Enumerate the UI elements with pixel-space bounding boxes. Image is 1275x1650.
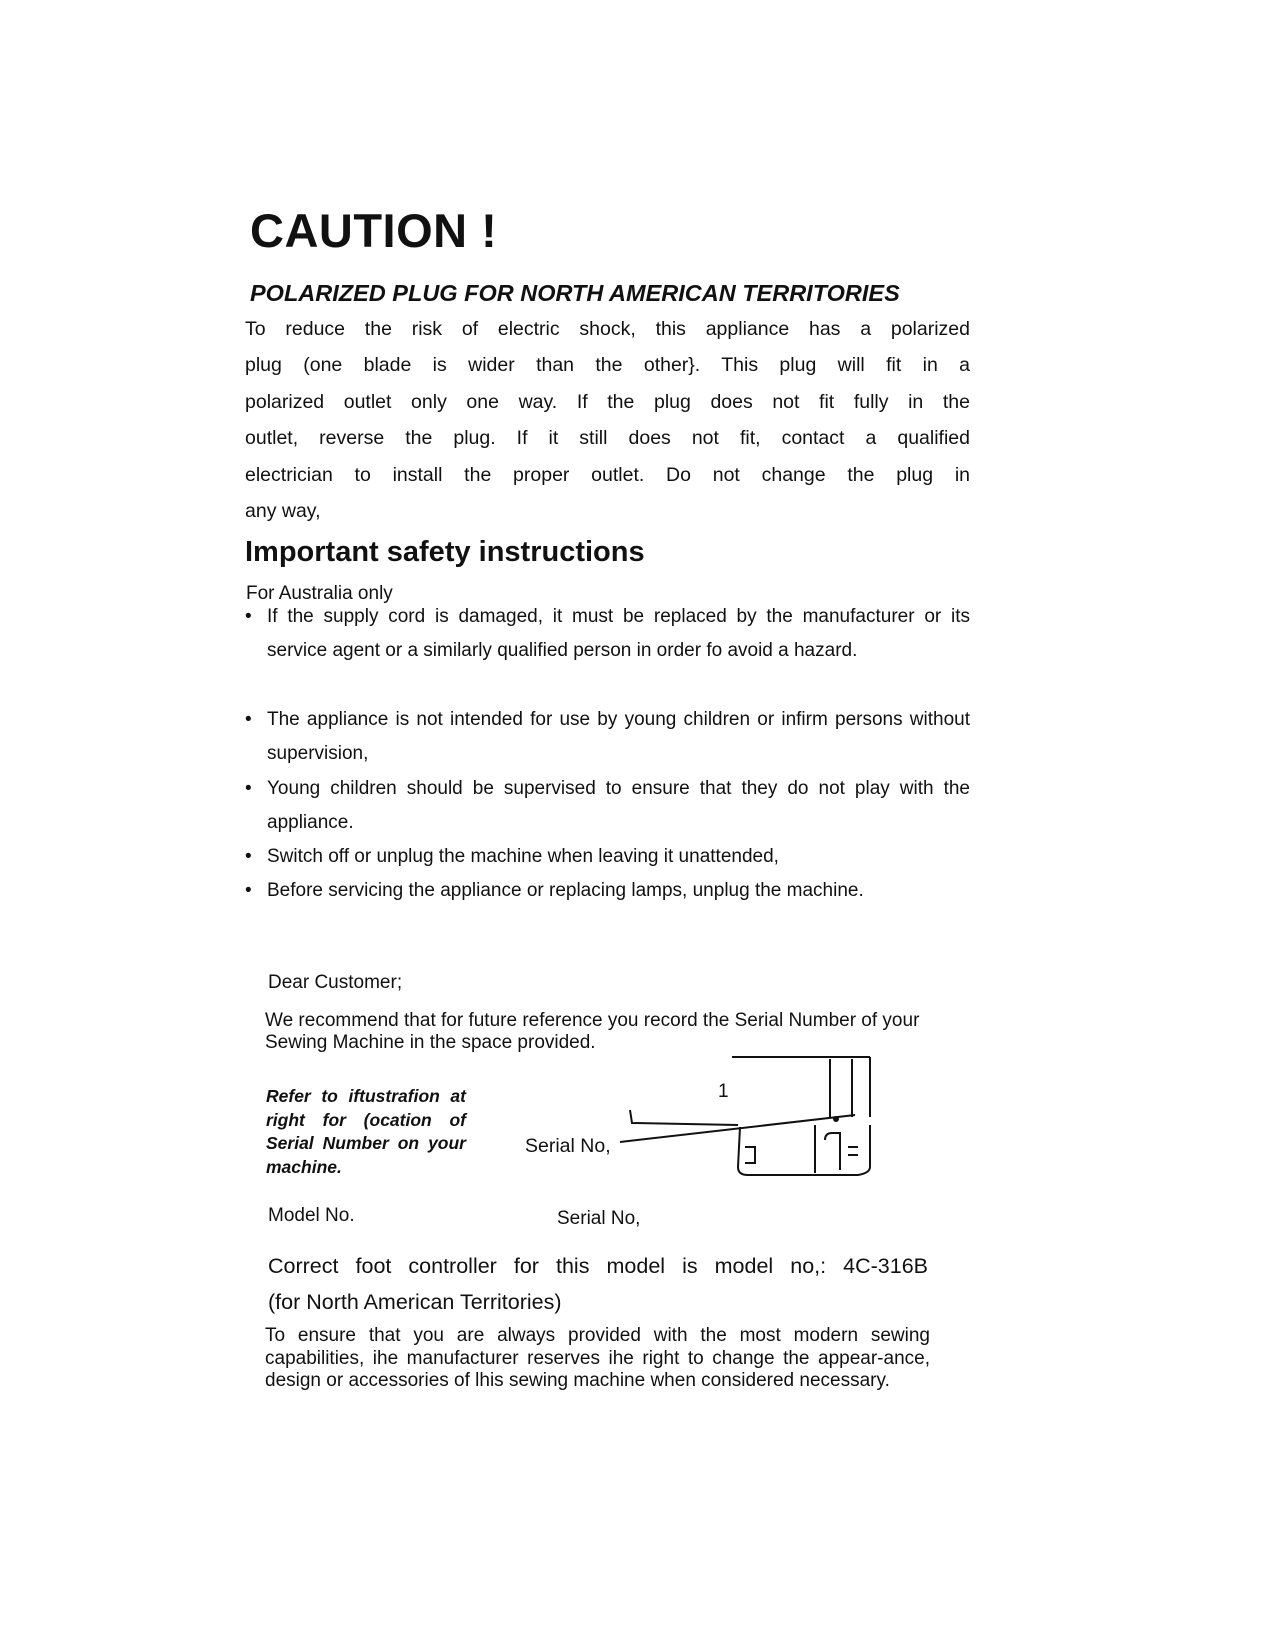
bullet-text: Before servicing the appliance or replacing lamps, unplug the machine. <box>267 880 864 901</box>
refer-illustration-note: Refer to iftustrafion at right for (ocation of Serial Number on your machine. <box>266 1086 466 1177</box>
bullet-text: Switch off or unplug the machine when leaving it unattended, <box>267 846 779 867</box>
diagram-serial-label: Serial No, <box>525 1135 611 1157</box>
sewing-machine-diagram <box>620 1055 890 1195</box>
text-line: To reduce the risk of electric shock, this appliance has a polarized <box>245 318 970 340</box>
callout-number: 1 <box>718 1081 729 1102</box>
text-line: any way, <box>245 500 321 523</box>
bullet-icon: • <box>245 778 252 799</box>
australia-note: For Australia only <box>246 583 393 604</box>
serial-location-marker <box>833 1116 839 1122</box>
foot-controller-note <box>268 1248 928 1320</box>
text-line: polarized outlet only one way. If the plug does not fit fully in the <box>245 390 970 413</box>
text-line: plug (one blade is wider than the other}. This plug will fit in a <box>245 354 970 377</box>
manufacturer-note: To ensure that you are always provided with the most modern sewing capabilities, ihe manufacturer reserves ihe right to change the appear-ance, design or accessories of lhis sewing machine when considered necessary. <box>265 1325 930 1391</box>
dear-customer-greeting: Dear Customer; <box>268 972 403 993</box>
bullet-text: Young children should be supervised to ensure that they do not play with the appliance. <box>267 778 970 833</box>
foot-controller-territory: (for North American Territories) <box>268 1290 562 1314</box>
bullet-icon: • <box>245 709 252 730</box>
foot-controller-line: Correct foot controller for this model is model no,: 4C-316B <box>268 1254 928 1278</box>
list-item <box>245 600 970 668</box>
polarized-plug-text <box>245 311 970 529</box>
bullet-text: If the supply cord is damaged, it must be replaced by the manufacturer or its service agent or a similarly qualified person in order fo avoid a hazard. <box>267 606 970 661</box>
model-number-label: Model No. <box>268 1205 355 1226</box>
list-item <box>245 874 970 908</box>
list-item <box>245 772 970 840</box>
text-line: outlet, reverse the plug. If it still does not fit, contact a qualified <box>245 427 970 450</box>
safety-heading: Important safety instructions <box>245 536 645 568</box>
bullet-text: The appliance is not intended for use by young children or infirm persons without supervision, <box>267 709 970 764</box>
caution-title: CAUTION ! <box>250 204 498 257</box>
bullet-icon: • <box>245 880 252 901</box>
text-line: electrician to install the proper outlet. Do not change the plug in <box>245 463 970 486</box>
list-item <box>245 703 970 771</box>
serial-number-label: Serial No, <box>557 1208 641 1229</box>
bullet-icon: • <box>245 606 252 627</box>
polarized-plug-heading: POLARIZED PLUG FOR NORTH AMERICAN TERRITORIES <box>250 280 900 306</box>
serial-leader-line <box>620 1115 855 1142</box>
bullet-icon: • <box>245 846 252 867</box>
list-item <box>245 840 970 874</box>
recommend-text: We recommend that for future reference you record the Serial Number of your Sewing Machine in the space provided. <box>265 1010 920 1053</box>
